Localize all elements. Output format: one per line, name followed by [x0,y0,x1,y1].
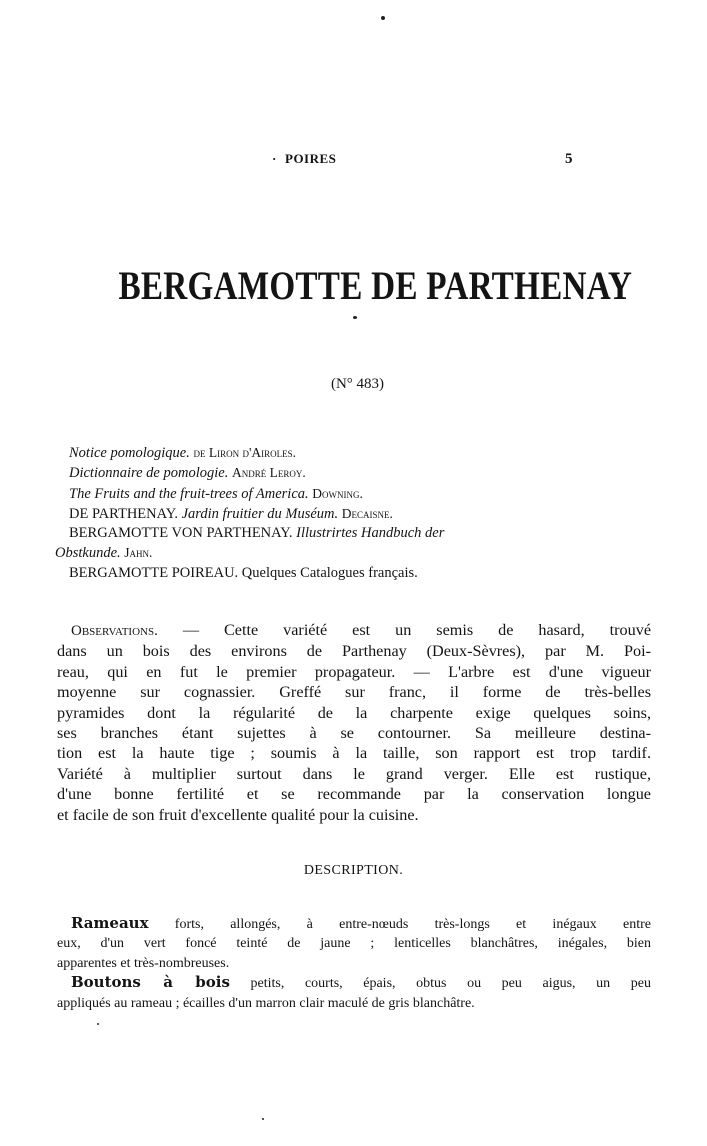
observations-paragraph [57,620,651,825]
reference-author: André Leroy. [231,465,306,481]
reference-work: Notice pomologique. [69,445,190,461]
reference-work: Dictionnaire de pomologie. [69,465,229,482]
paragraph-line: et facile de son fruit d'excellente qualité pour la cuisine. [57,805,419,824]
paragraph-line: reau, qui en fut le premier propagateur. — L'arbre est d'une vigueur [57,662,651,681]
catalogue-number-text: (N° 483) [330,376,385,392]
term-boutons-a-bois: Boutons à bois [71,973,230,992]
reference-work: The Fruits and the fruit-trees of America. [69,485,309,502]
paragraph-line: moyenne sur cognassier. Greffé sur franc, il forme de très-belles [57,683,651,702]
running-head-title: POIRES [285,151,337,166]
running-head [0,151,707,173]
reference-line [55,524,595,543]
section-heading: DESCRIPTION. [303,863,404,878]
reference-work: Obstkunde. [55,545,121,562]
reference-work: Illustrirtes Handbuch der [296,525,445,542]
ink-speck [381,16,385,20]
synonym-name: BERGAMOTTE VON PARTHENAY. [69,525,293,542]
paragraph-line: ses branches étant sujettes à se contourner. Sa meilleure destina- [57,724,651,743]
page-title: BERGAMOTTE DE PARTHENAY [118,263,633,308]
reference-author: de Liron d'Airoles. [193,445,297,460]
ink-speck [262,1118,264,1120]
paragraph-line [57,620,651,641]
paragraph-line: dans un bois des environs de Parthenay (Deux-Sèvres), par M. Poi- [57,642,651,661]
reference-line [55,564,595,583]
paragraph-line: apparentes et très-nombreuses. [57,955,230,971]
running-head-dot: · [272,151,277,166]
observations-label: Observations. [71,623,158,639]
paragraph-line: Variété à multiplier surtout dans le grand verger. Elle est rustique, [57,764,651,783]
synonym-name: BERGAMOTTE POIREAU. [69,564,239,581]
ink-speck [353,316,357,319]
paragraph-line: eux, d'un vert foncé teinté de jaune ; lenticelles blanchâtres, inégales, bien [57,936,651,952]
reference-text: Quelques Catalogues français. [241,564,418,581]
reference-line [55,484,595,504]
paragraph-line: pyramides dont la régularité de la charpente exige quelques soins, [57,703,651,722]
synonym-references [55,443,595,583]
reference-line [55,543,595,563]
reference-line [55,504,595,524]
paragraph-line: d'une bonne fertilité et se recommande par la conservation longue [57,785,651,804]
synonym-name: DE PARTHENAY. [69,505,178,522]
line-text: forts, allongés, à entre-nœuds très-longs et inégaux entre [174,917,651,932]
ink-speck [97,1023,99,1025]
reference-work: Jardin fruitier du Muséum. [181,505,339,522]
paragraph-line [57,973,651,993]
reference-author: Jahn. [124,545,153,561]
line-text: petits, courts, épais, obtus ou peu aigus, un peu [250,976,651,992]
reference-line [55,443,595,463]
paragraph-line [57,914,651,934]
paragraph-line: tion est la haute tige ; soumis à la taille, son rapport est trop tardif. [57,744,651,763]
catalogue-number [0,376,707,393]
description-body [57,914,651,1013]
term-rameaux: Rameaux [71,914,149,932]
line-text: — Cette variété est un semis de hasard, trouvé [182,621,651,639]
page-number: 5 [565,151,573,167]
reference-author: Downing. [312,485,363,501]
paragraph-line: appliqués au rameau ; écailles d'un marron clair maculé de gris blanchâtre. [57,995,475,1011]
reference-line [55,463,595,483]
reference-author: Decaisne. [341,505,393,521]
